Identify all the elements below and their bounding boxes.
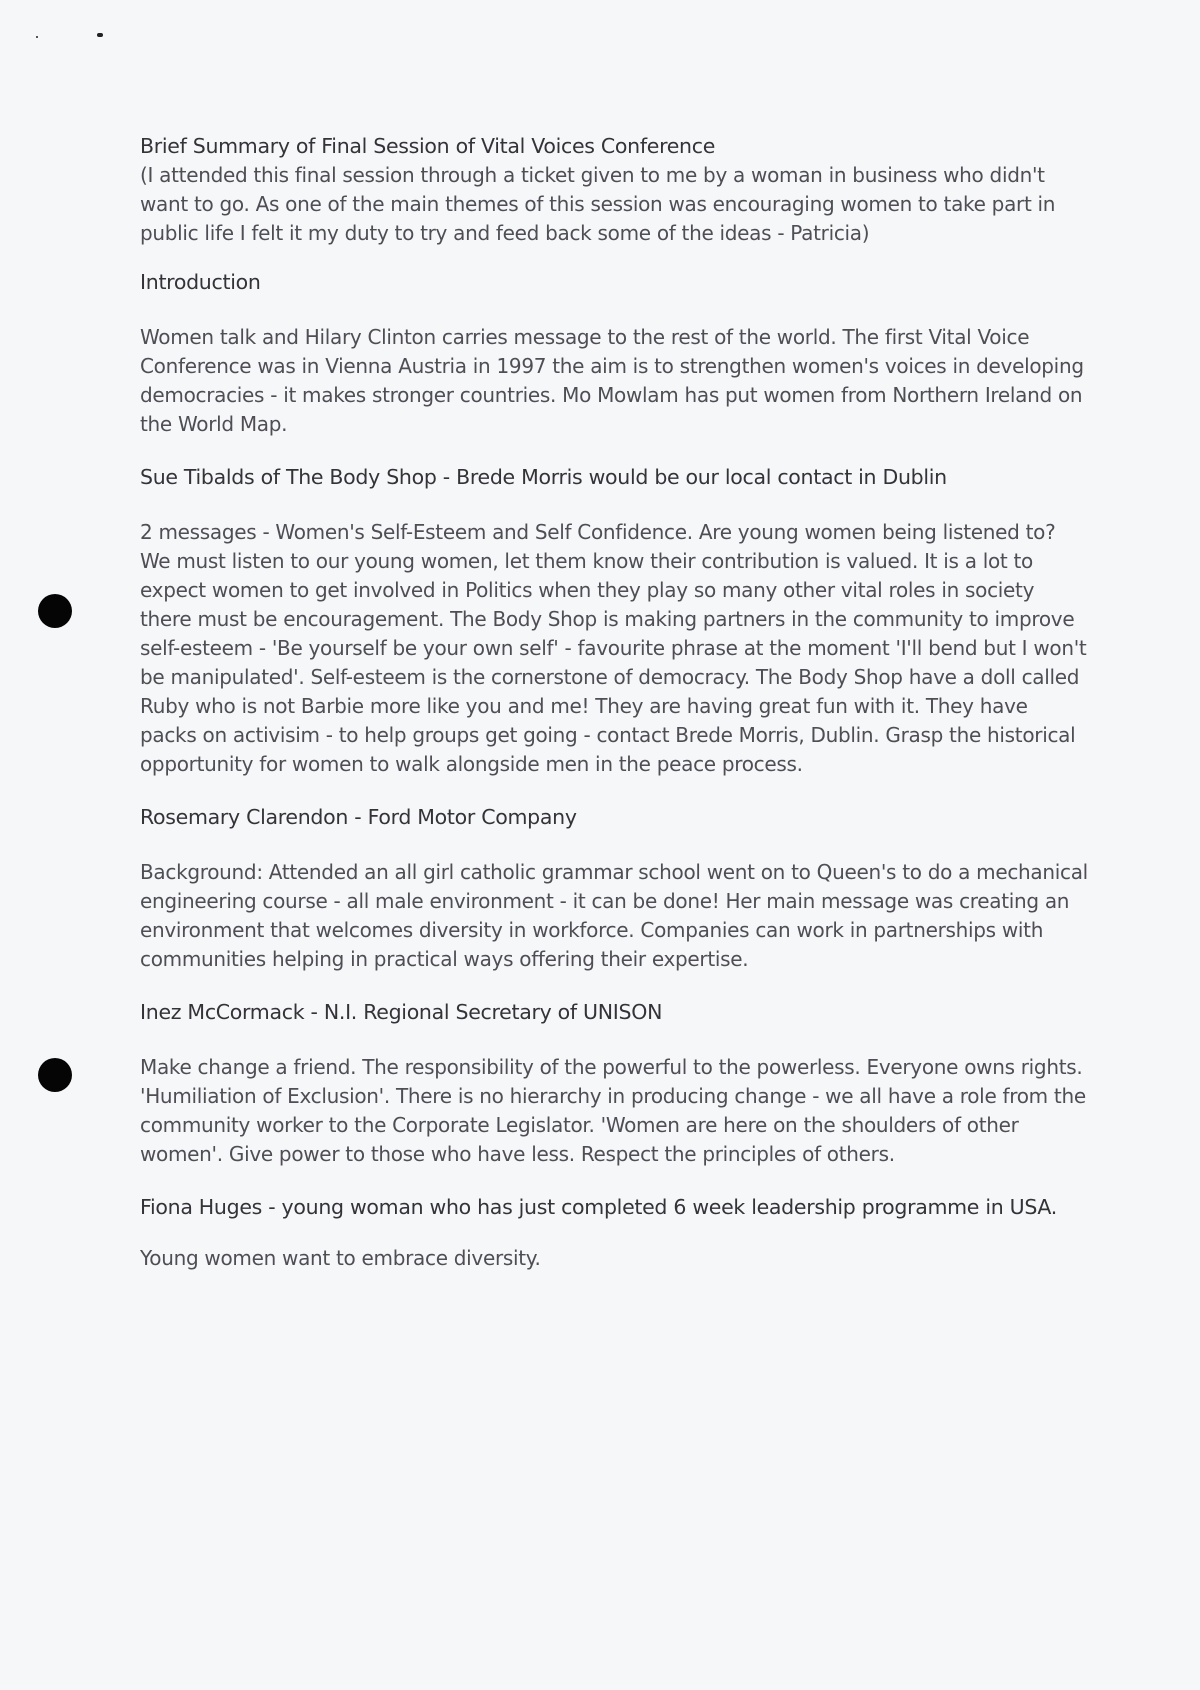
section-rosemary-clarendon	[140, 803, 1090, 974]
document-title: Brief Summary of Final Session of Vital Voices Conference	[140, 134, 716, 158]
section-inez-mccormack	[140, 998, 1090, 1169]
punch-hole	[38, 1058, 72, 1092]
scan-speck	[36, 36, 38, 38]
document-body	[140, 132, 1090, 1273]
section-heading: Sue Tibalds of The Body Shop - Brede Morris would be our local contact in Dublin	[140, 465, 947, 489]
section-sue-tibalds	[140, 463, 1090, 779]
section-body: Young women want to embrace diversity.	[140, 1246, 541, 1270]
section-heading: Fiona Huges - young woman who has just completed 6 week leadership programme in USA.	[140, 1195, 1058, 1219]
section-body: Background: Attended an all girl catholic grammar school went on to Queen's to do a mechanical engineering course - all male environment - it can be done! Her main message was creating an environment that welcomes diversity in workforce. Companies can work in partnerships with communities helping in practical ways offering their expertise.	[140, 860, 1088, 971]
punch-hole	[38, 594, 72, 628]
section-heading: Rosemary Clarendon - Ford Motor Company	[140, 805, 577, 829]
section-fiona-huges	[140, 1193, 1090, 1273]
section-heading: Introduction	[140, 270, 261, 294]
section-body: Women talk and Hilary Clinton carries message to the rest of the world. The first Vital Voice Conference was in Vienna Austria in 1997 the aim is to strengthen women's voices in developing democracies - it makes stronger countries. Mo Mowlam has put women from Northern Ireland on the World Map.	[140, 325, 1084, 436]
section-heading: Inez McCormack - N.I. Regional Secretary of UNISON	[140, 1000, 663, 1024]
section-body: Make change a friend. The responsibility of the powerful to the powerless. Everyone owns rights. 'Humiliation of Exclusion'. There is no hierarchy in producing change - we all have a role from the community worker to the Corporate Legislator. 'Women are here on the shoulders of other women'. Give power to those who have less. Respect the principles of others.	[140, 1055, 1086, 1166]
intro-note: (I attended this final session through a ticket given to me by a woman in business who didn't want to go. As one of the main themes of this session was encouraging women to take part in public life I felt it my duty to try and feed back some of the ideas - Patricia)	[140, 163, 1056, 245]
section-introduction	[140, 268, 1090, 439]
section-body: 2 messages - Women's Self-Esteem and Self Confidence. Are young women being listened to? We must listen to our young women, let them know their contribution is valued. It is a lot to expect women to get involved in Politics when they play so many other vital roles in society there must be encouragement. The Body Shop is making partners in the community to improve self-esteem - 'Be yourself be your own self' - favourite phrase at the moment 'I'll bend but I won't be manipulated'. Self-esteem is the cornerstone of democracy. The Body Shop have a doll called Ruby who is not Barbie more like you and me! They are having great fun with it. They have packs on activisim - to help groups get going - contact Brede Morris, Dublin. Grasp the historical opportunity for women to walk alongside men in the peace process.	[140, 520, 1087, 776]
scan-speck	[97, 33, 103, 37]
